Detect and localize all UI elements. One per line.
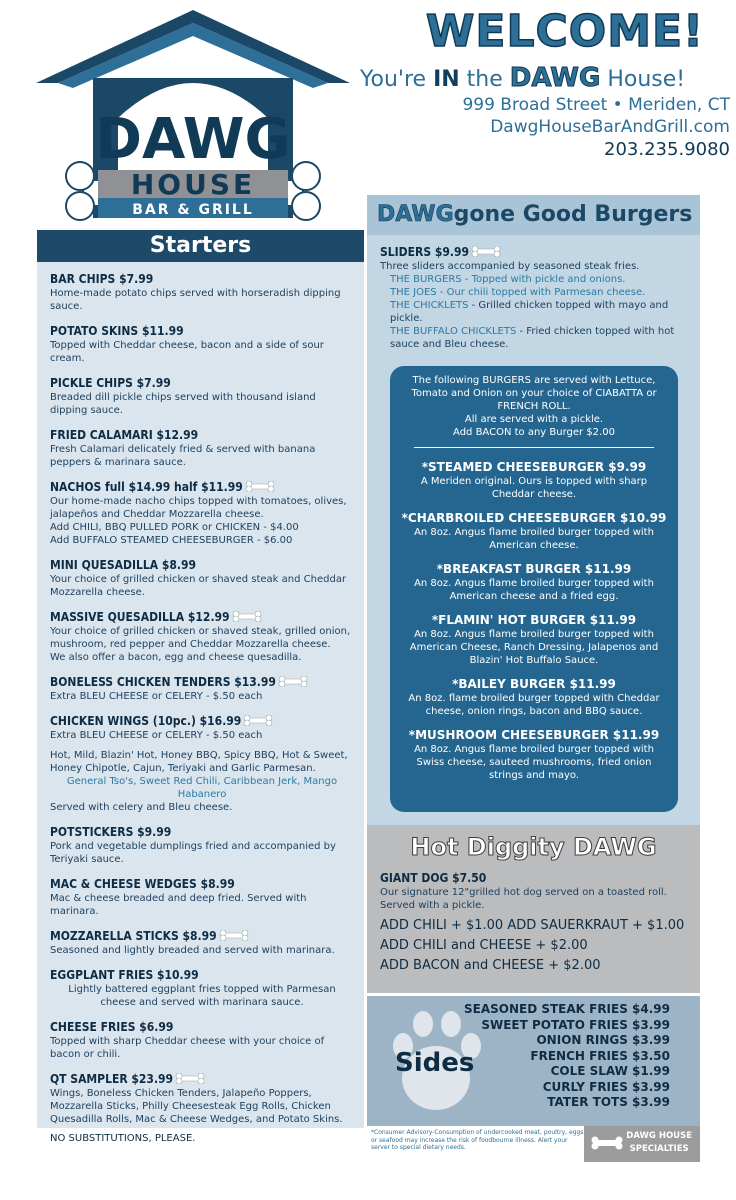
- footer: [367, 1126, 700, 1162]
- slider-type: [380, 299, 690, 325]
- burger-desc: An 8oz. Angus flame broiled burger topped with Swiss cheese, sauteed mushrooms, fried onion strings and mayo.: [414, 744, 654, 781]
- hot-dog-addon: ADD CHILI + $1.00 ADD SAUERKRAUT + $1.00: [380, 918, 685, 933]
- menu-item: [50, 873, 354, 918]
- tagline-in: IN: [433, 67, 460, 92]
- side-item: TATER TOTS $3.99: [547, 1095, 670, 1109]
- item-title: FRIED CALAMARI $12.99: [50, 428, 199, 442]
- item-desc: Pork and vegetable dumplings fried and accompanied by Teriyaki sauce.: [50, 841, 336, 865]
- side-item: ONION RINGS $3.99: [536, 1033, 670, 1047]
- bone-icon: [590, 1136, 624, 1150]
- item-desc: Your choice of grilled chicken or shaved steak, grilled onion, mushroom, red pepper and Cheddar Mozzarella cheese.: [50, 626, 351, 650]
- wing-flavors-text: Hot, Mild, Blazin' Hot, Honey BBQ, Spicy BBQ, Hot & Sweet, Honey Chipotle, Cajun, Teriyaki and Garlic Parmesan.: [50, 750, 348, 774]
- item-title: BONELESS CHICKEN TENDERS $13.99: [50, 675, 276, 689]
- slider-type-label: THE CHICKLETS: [390, 300, 469, 311]
- sides-list: [464, 1002, 670, 1111]
- burger-item: [400, 562, 668, 603]
- menu-item: [50, 320, 354, 365]
- burger-list-box: [390, 366, 678, 812]
- item-desc: Mac & cheese breaded and deep fried. Served with marinara.: [50, 893, 307, 917]
- wing-served: Served with celery and Bleu cheese.: [50, 802, 233, 813]
- item-title: CHEESE FRIES $6.99: [50, 1020, 174, 1034]
- bone-icon: [471, 246, 501, 257]
- hot-dog-heading-pre: Hot Diggity: [410, 833, 573, 861]
- menu-item: [50, 554, 354, 599]
- sides-label: Sides: [395, 1048, 475, 1078]
- sliders-desc: Three sliders accompanied by seasoned steak fries.: [380, 261, 640, 272]
- consumer-advisory: *Consumer Advisory-Consumption of undercooked meat, poultry, eggs or seafood may increase the risk of foodbourne illness. Alert your server to special dietary needs.: [371, 1129, 584, 1151]
- item-desc: Fresh Calamari delicately fried & served with banana peppers & marinara sauce.: [50, 444, 316, 468]
- menu-item: [50, 476, 354, 547]
- slider-type-desc: - Grilled chicken topped with mayo and pickle.: [390, 300, 669, 324]
- side-item: COLE SLAW $1.99: [550, 1064, 670, 1078]
- bone-icon: [278, 676, 308, 687]
- burger-intro: All are served with a pickle.: [464, 414, 604, 425]
- item-desc: Breaded dill pickle chips served with thousand island dipping sauce.: [50, 392, 316, 416]
- hot-dog-desc: Our signature 12"grilled hot dog served on a toasted roll. Served with a pickle.: [380, 887, 667, 911]
- logo-dawg: DAWG: [95, 107, 291, 172]
- item-title: POTSTICKERS $9.99: [50, 825, 172, 839]
- burger-title: *MUSHROOM CHEESEBURGER $11.99: [408, 728, 660, 742]
- item-title: EGGPLANT FRIES $10.99: [50, 968, 199, 982]
- tagline-dawg: DAWG: [509, 63, 601, 93]
- address: 999 Broad Street • Meriden, CT: [462, 95, 730, 115]
- logo-house: HOUSE: [130, 168, 256, 201]
- menu-item: [50, 1016, 354, 1061]
- wing-flavors-specialty: General Tso's, Sweet Red Chili, Caribbean Jerk, Mango Habanero: [66, 776, 338, 800]
- item-title: MOZZARELLA STICKS $8.99: [50, 929, 217, 943]
- burger-item: [400, 511, 668, 552]
- specialties-line2: SPECIALTIES: [629, 1144, 689, 1154]
- burger-desc: An 8oz. Angus flame broiled burger topped with American Cheese, Ranch Dressing, Jalapenos and Blazin' Hot Buffalo Sauce.: [409, 629, 659, 666]
- slider-type-desc: - Topped with pickle and onions.: [461, 274, 626, 285]
- burger-desc: An 8oz. Angus flame broiled burger topped with American cheese and a fried egg.: [414, 578, 654, 602]
- hot-dog-heading: [367, 825, 700, 861]
- hot-dog-section: [367, 825, 700, 993]
- divider: [414, 447, 654, 448]
- specialties-legend: [584, 1126, 700, 1162]
- item-title: MASSIVE QUESADILLA $12.99: [50, 610, 230, 624]
- hot-dog-title: GIANT DOG $7.50: [380, 871, 487, 885]
- burger-title: *FLAMIN' HOT BURGER $11.99: [431, 613, 637, 627]
- item-desc: Topped with Cheddar cheese, bacon and a side of sour cream.: [50, 340, 324, 364]
- menu-item: [50, 1068, 354, 1126]
- specialties-text: [626, 1130, 692, 1156]
- bone-icon: [232, 611, 262, 622]
- welcome-block: [360, 6, 730, 160]
- specialties-line1: DAWG HOUSE: [626, 1131, 692, 1141]
- slider-type: [380, 273, 690, 286]
- burger-item: [400, 460, 668, 501]
- item-desc: Lightly battered eggplant fries topped with Parmesan cheese and served with marinara sauce.: [68, 984, 336, 1008]
- tagline-the: the: [459, 67, 510, 92]
- item-desc: Extra BLEU CHEESE or CELERY - $.50 each: [50, 691, 263, 702]
- tagline-pre: You're: [360, 67, 434, 92]
- side-item: SEASONED STEAK FRIES $4.99: [463, 1002, 670, 1016]
- burger-desc: A Meriden original. Ours is topped with sharp Cheddar cheese.: [420, 476, 648, 500]
- burger-intro: The following BURGERS are served with Lettuce, Tomato and Onion on your choice of CIABATTA or FRENCH ROLL.: [411, 375, 657, 412]
- item-desc: Wings, Boneless Chicken Tenders, Jalapeño Poppers, Mozzarella Sticks, Philly Cheesesteak Egg Rolls, Chicken Quesadilla Rolls, Mac & Cheese Wedges, and Potato Skins.: [50, 1088, 343, 1125]
- hot-dog-addon: ADD CHILI and CHEESE + $2.00: [380, 938, 588, 953]
- menu-item: [50, 671, 354, 703]
- item-desc: Extra BLEU CHEESE or CELERY - $.50 each: [50, 730, 263, 741]
- item-title: CHICKEN WINGS (10pc.) $16.99: [50, 714, 242, 728]
- wing-flavors: [50, 749, 354, 814]
- menu-item: [50, 964, 354, 1009]
- item-title: BAR CHIPS $7.99: [50, 272, 154, 286]
- burger-intro: Add BACON to any Burger $2.00: [453, 427, 615, 438]
- item-desc: Our home-made nacho chips topped with tomatoes, olives, jalapeños and Cheddar Mozzarella cheese.: [50, 496, 347, 520]
- dawg-house-logo: [28, 8, 358, 223]
- item-title: POTATO SKINS $11.99: [50, 324, 184, 338]
- menu-item: [50, 424, 354, 469]
- menu-item: [50, 821, 354, 866]
- tagline-post: House!: [600, 67, 686, 92]
- slider-type-desc: - Our chili topped with Parmesan cheese.: [436, 287, 646, 298]
- burger-title: *CHARBROILED CHEESEBURGER $10.99: [401, 511, 667, 525]
- item-desc: Seasoned and lightly breaded and served with marinara.: [50, 945, 335, 956]
- item-title: MINI QUESADILLA $8.99: [50, 558, 197, 572]
- menu-item: [50, 925, 354, 957]
- item-desc: Topped with sharp Cheddar cheese with your choice of bacon or chili.: [50, 1036, 325, 1060]
- burger-item: [400, 613, 668, 667]
- bone-icon: [243, 715, 273, 726]
- item-title: PICKLE CHIPS $7.99: [50, 376, 171, 390]
- burger-item: [400, 677, 668, 718]
- hot-dog-heading-dawg: DAWG: [573, 833, 657, 861]
- phone-number[interactable]: 203.235.9080: [604, 139, 730, 160]
- burger-title: *BAILEY BURGER $11.99: [452, 677, 616, 691]
- burger-desc: An 8oz. flame broiled burger topped with Cheddar cheese, onion rings, bacon and BBQ sauce.: [408, 693, 660, 717]
- slider-type-desc: - Fried chicken topped with hot sauce and Bleu cheese.: [390, 326, 675, 350]
- item-desc: Home-made potato chips served with horseradish dipping sauce.: [50, 288, 341, 312]
- item-desc: Your choice of grilled chicken or shaved steak and Cheddar Mozzarella cheese.: [50, 574, 347, 598]
- starters-heading: Starters: [37, 230, 364, 262]
- burgers-heading-rest: gone Good Burgers: [453, 202, 693, 227]
- website-link[interactable]: DawgHouseBarAndGrill.com: [490, 117, 730, 137]
- burger-title: *STEAMED CHEESEBURGER $9.99: [421, 460, 647, 474]
- side-item: CURLY FRIES $3.99: [542, 1079, 670, 1094]
- item-title: MAC & CHEESE WEDGES $8.99: [50, 877, 235, 891]
- item-extra: We also offer a bacon, egg and cheese quesadilla.: [50, 652, 302, 663]
- item-extra: Add CHILI, BBQ PULLED PORK or CHICKEN - $4.00: [50, 522, 299, 533]
- logo-bar-grill: BAR & GRILL: [132, 202, 254, 218]
- hot-dog-addon: ADD BACON and CHEESE + $2.00: [380, 958, 601, 973]
- bone-icon: [245, 481, 275, 492]
- menu-item: [50, 268, 354, 313]
- bone-icon: [175, 1073, 205, 1084]
- bone-icon: [219, 930, 249, 941]
- slider-type: [380, 325, 690, 351]
- sliders-item: [367, 235, 700, 351]
- burgers-heading: [367, 195, 700, 235]
- item-extra: Add BUFFALO STEAMED CHEESEBURGER - $6.00: [50, 535, 293, 546]
- burger-title: *BREAKFAST BURGER $11.99: [436, 562, 632, 576]
- side-item: FRENCH FRIES $3.50: [530, 1048, 670, 1063]
- tagline: [360, 63, 730, 93]
- no-substitutions: NO SUBSTITUTIONS, PLEASE.: [50, 1133, 196, 1144]
- welcome-title: WELCOME!: [425, 6, 705, 57]
- burger-desc: An 8oz. Angus flame broiled burger topped with American cheese.: [414, 527, 654, 551]
- menu-item: [50, 372, 354, 417]
- burgers-section: [367, 195, 700, 825]
- burger-item: [400, 728, 668, 782]
- side-item: SWEET POTATO FRIES $3.99: [481, 1017, 670, 1032]
- sides-section: [367, 996, 700, 1126]
- menu-item: [50, 710, 354, 742]
- item-title: QT SAMPLER $23.99: [50, 1072, 174, 1086]
- slider-type: [380, 286, 690, 299]
- sliders-title: SLIDERS $9.99: [380, 245, 470, 259]
- slider-type-label: THE BUFFALO CHICKLETS: [390, 326, 517, 337]
- starters-section: [37, 230, 364, 1144]
- burgers-heading-dawg: DAWG: [377, 202, 454, 227]
- item-title: NACHOS full $14.99 half $11.99: [50, 480, 243, 494]
- slider-type-label: THE JOES: [390, 287, 437, 298]
- slider-type-label: THE BURGERS: [390, 274, 462, 285]
- menu-item: [50, 606, 354, 664]
